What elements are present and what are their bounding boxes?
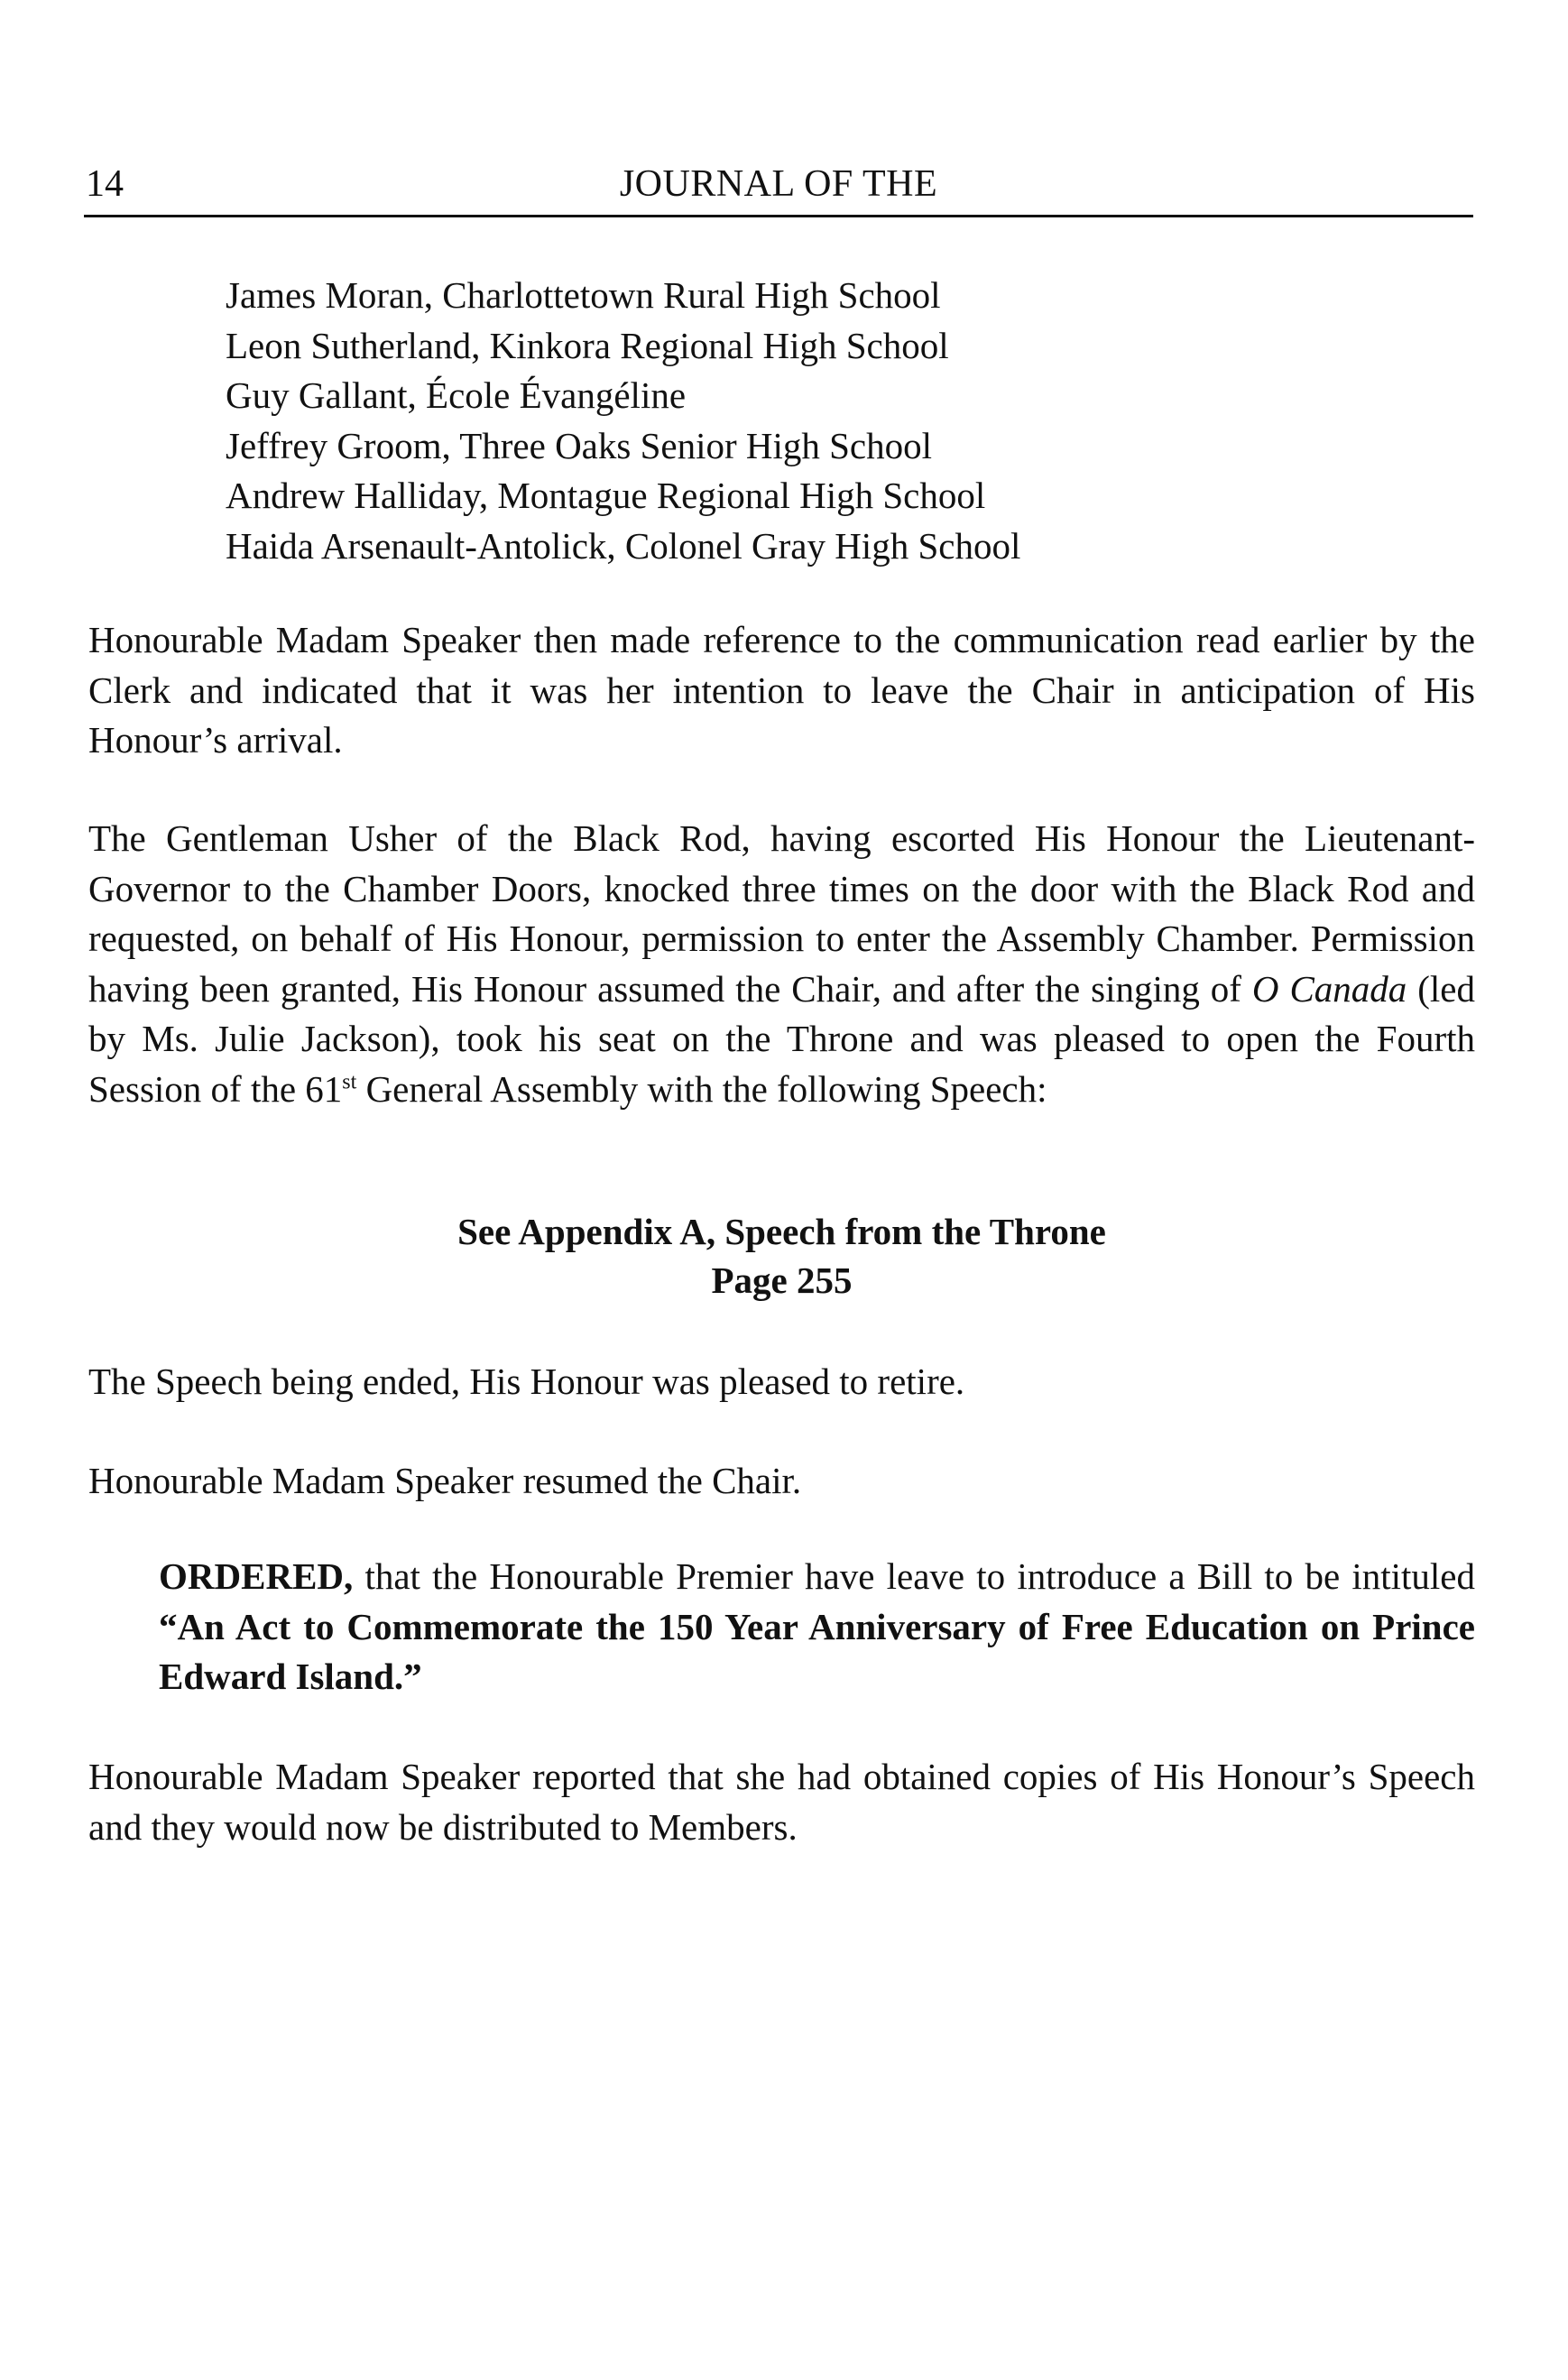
order-keyword: ORDERED, [159, 1555, 354, 1597]
bill-title: “An Act to Commemorate the 150 Year Anniversary of Free Education on Prince Edward Island.” [159, 1605, 1475, 1697]
black-rod-text-before: The Gentleman Usher of the Black Rod, having escorted His Honour the Lieutenant-Governor to the Chamber Doors, knocked three times on the door with the Black Rod and requested, on behalf of His Honour, permission to enter the Assembly Chamber. Permission having been granted, His Honour assumed the Chair, and after the singing of [88, 817, 1475, 1010]
black-rod-paragraph [88, 814, 1475, 1114]
running-head: JOURNAL OF THE [619, 163, 938, 205]
copies-distributed-paragraph: Honourable Madam Speaker reported that she had obtained copies of His Honour’s Speech and they would now be distributed to Members. [88, 1756, 1475, 1848]
appendix-reference-title: See Appendix A, Speech from the Throne [457, 1211, 1106, 1252]
student-list-item: Andrew Halliday, Montague Regional High School [226, 475, 986, 516]
speaker-resumed-paragraph: Honourable Madam Speaker resumed the Chair. [88, 1460, 802, 1501]
student-list-item: Haida Arsenault-Antolick, Colonel Gray High School [226, 524, 1021, 567]
ordinal-superscript: st [342, 1069, 357, 1093]
student-list-item: James Moran, Charlottetown Rural High School [226, 274, 941, 316]
order-paragraph [159, 1552, 1475, 1702]
student-list-item: Leon Sutherland, Kinkora Regional High School [226, 324, 949, 366]
page-number: 14 [86, 163, 124, 205]
student-list-item: Jeffrey Groom, Three Oaks Senior High School [226, 424, 933, 466]
black-rod-text-middle: (led by Ms. Julie Jackson), took his seat on the Throne and was pleased to open the Fourth Session of the 61 [88, 967, 1475, 1110]
student-list [226, 271, 1398, 571]
appendix-reference [88, 1207, 1475, 1305]
anthem-title: O Canada [1251, 967, 1407, 1010]
page-header [84, 159, 1473, 217]
speaker-leaves-chair-paragraph: Honourable Madam Speaker then made reference to the communication read earlier by the Clerk and indicated that it was her intention to leave the Chair in anticipation of His Honour’s arrival. [88, 619, 1475, 761]
black-rod-text-after: General Assembly with the following Speech: [356, 1067, 1047, 1110]
appendix-reference-page: Page 255 [711, 1259, 853, 1301]
speech-ended-paragraph: The Speech being ended, His Honour was pleased to retire. [88, 1361, 965, 1402]
order-text: that the Honourable Premier have leave to introduce a Bill to be intituled [353, 1555, 1475, 1597]
student-list-item: Guy Gallant, École Évangéline [226, 374, 687, 416]
